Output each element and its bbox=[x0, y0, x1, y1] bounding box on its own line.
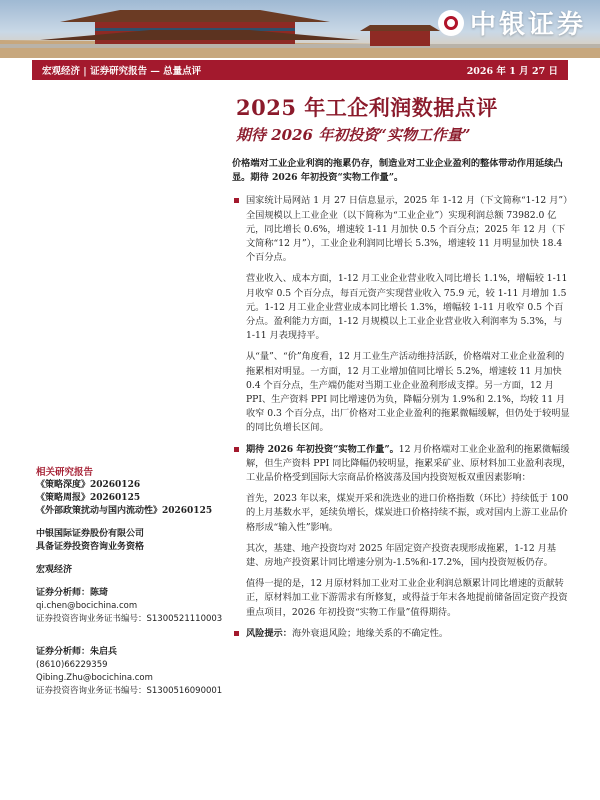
paragraph-investment-outlook bbox=[232, 443, 572, 486]
related-report-item[interactable]: 《策略周报》20260125 bbox=[36, 493, 141, 503]
analyst-certificate: 证券投资咨询业务证书编号：S1300516090001 bbox=[36, 686, 223, 696]
risk-label: 风险提示： bbox=[246, 627, 292, 639]
related-reports-heading: 相关研究报告 bbox=[36, 467, 94, 478]
paragraph-overview: 国家统计局网站 1 月 27 日信息显示，2025 年 1-12 月（下文简称“1-12 月”）全国规模以上工业企业（以下简称为“工业企业”）实现利润总额 73982.0 亿元，同比增长 0.6%，增速较 1-11 月加快 0.5 个百分点；2025 年 12 月（下文简称“12 月”），工业企业利润同比增长 5.3%，增速较 11 月明显加快 18.4 个百分点。 bbox=[232, 194, 572, 265]
main-content bbox=[232, 157, 572, 648]
risk-text: 海外衰退风险；地缘关系的不确定性。 bbox=[291, 627, 449, 639]
related-report-item[interactable]: 《策略深度》20260126 bbox=[36, 480, 141, 490]
analyst-certificate: 证券投资咨询业务证书编号：S1300521110003 bbox=[36, 614, 223, 624]
brand bbox=[438, 4, 586, 41]
brand-name: 中银证券 bbox=[469, 10, 586, 40]
paragraph-infrastructure: 其次，基建、地产投资均对 2025 年固定资产投资表现形成拖累，1-12 月基建、房地产投资累计同比增速分别为-1.5%和-17.2%，国内投资短板仍存。 bbox=[246, 542, 557, 569]
sidebar bbox=[36, 466, 226, 698]
report-title: 2025 年工企利润数据点评 bbox=[236, 95, 498, 120]
paragraph-materials: 值得一提的是，12 月原材料加工业对工业企业利润总额累计同比增速的贡献转正，原材料加工业下游需求有所修复，或得益于年末各地提前储备固定资产投资重点项目，2026 年初投资“实物工作量”值得期待。 bbox=[246, 578, 568, 618]
analyst-phone: (8610)66229359 bbox=[36, 660, 108, 670]
firm-name: 中银国际证券股份有限公司 bbox=[36, 529, 145, 539]
paragraph-revenue-cost: 营业收入、成本方面，1-12 月工业企业营业收入同比增长 1.1%，增幅较 1-11 月收窄 0.5 个百分点，每百元资产实现营业收入 75.9 元，较 1-11 月增加 1.5 元。1-12 月工业企业营业成本同比增长 1.3%，增幅较 1-11 月收窄 0.5 个百分点。盈利能力方面，1-12 月规模以上工业企业营业收入利润率为 5.3%，与 1-11 月表现持平。 bbox=[246, 273, 568, 342]
analyst-name: 证券分析师：陈琦 bbox=[36, 588, 109, 598]
report-category: 宏观经济 | 证券研究报告 — 总量点评 bbox=[42, 66, 202, 77]
report-type-strip bbox=[32, 60, 568, 80]
analyst-name: 证券分析师：朱启兵 bbox=[36, 647, 118, 657]
firm-qualification: 具备证券投资咨询业务资格 bbox=[36, 542, 145, 552]
bank-of-china-logo-icon bbox=[438, 10, 464, 36]
lead-summary: 价格端对工业企业利润的拖累仍存，制造业对工业企业盈利的整体带动作用延续凸显。期待 2026 年初投资“实物工作量”。 bbox=[232, 158, 563, 184]
analyst-email[interactable]: Qibing.Zhu@bocichina.com bbox=[36, 673, 153, 683]
related-report-item[interactable]: 《外部政策扰动与国内流动性》20260125 bbox=[36, 506, 213, 516]
report-date: 2026 年 1 月 27 日 bbox=[466, 66, 558, 77]
paragraph-volume-price: 从“量”、“价”角度看，12 月工业生产活动维持活跃，价格端对工业企业盈利的拖累相对明显。一方面，12 月工业增加值同比增长 5.2%，增速较 11 月加快 0.4 个百分点，生产端仍能对当期工业企业盈利形成支撑。另一方面，12 月 PPI、生产资料 PPI 同比增速仍为负，降幅分别为 1.9%和 2.1%，均较 11 月收窄 0.3 个百分点，出厂价格对工业企业盈利的拖累微幅缓解，但仍处于较明显的同比负增长区间。 bbox=[246, 351, 570, 434]
header-banner bbox=[0, 0, 600, 58]
sector-label: 宏观经济 bbox=[36, 565, 73, 575]
analyst-email[interactable]: qi.chen@bocichina.com bbox=[36, 601, 138, 611]
paragraph-coal-imports: 首先，2023 年以来，煤炭开采和洗选业的进口价格指数（环比）持续低于 100 的上月基数水平，延续负增长，煤炭进口价格持续不振，或对国内上游工业品价格形成“输入性”影响。 bbox=[246, 493, 569, 533]
paragraph-risk bbox=[232, 627, 572, 641]
outlook-keyline: 期待 2026 年初投资“实物工作量”。 bbox=[246, 443, 399, 455]
report-subtitle: 期待 2026 年初投资“实物工作量” bbox=[236, 126, 471, 144]
outlook-text: 12 月价格端对工业企业盈利的拖累微幅缓解，但生产资料 PPI 同比降幅仍较明显，拖累采矿业、原材料加工业盈利表现，工业品价格受到国际大宗商品价格波荡及国内投资短板双重因素影响： bbox=[246, 443, 572, 484]
